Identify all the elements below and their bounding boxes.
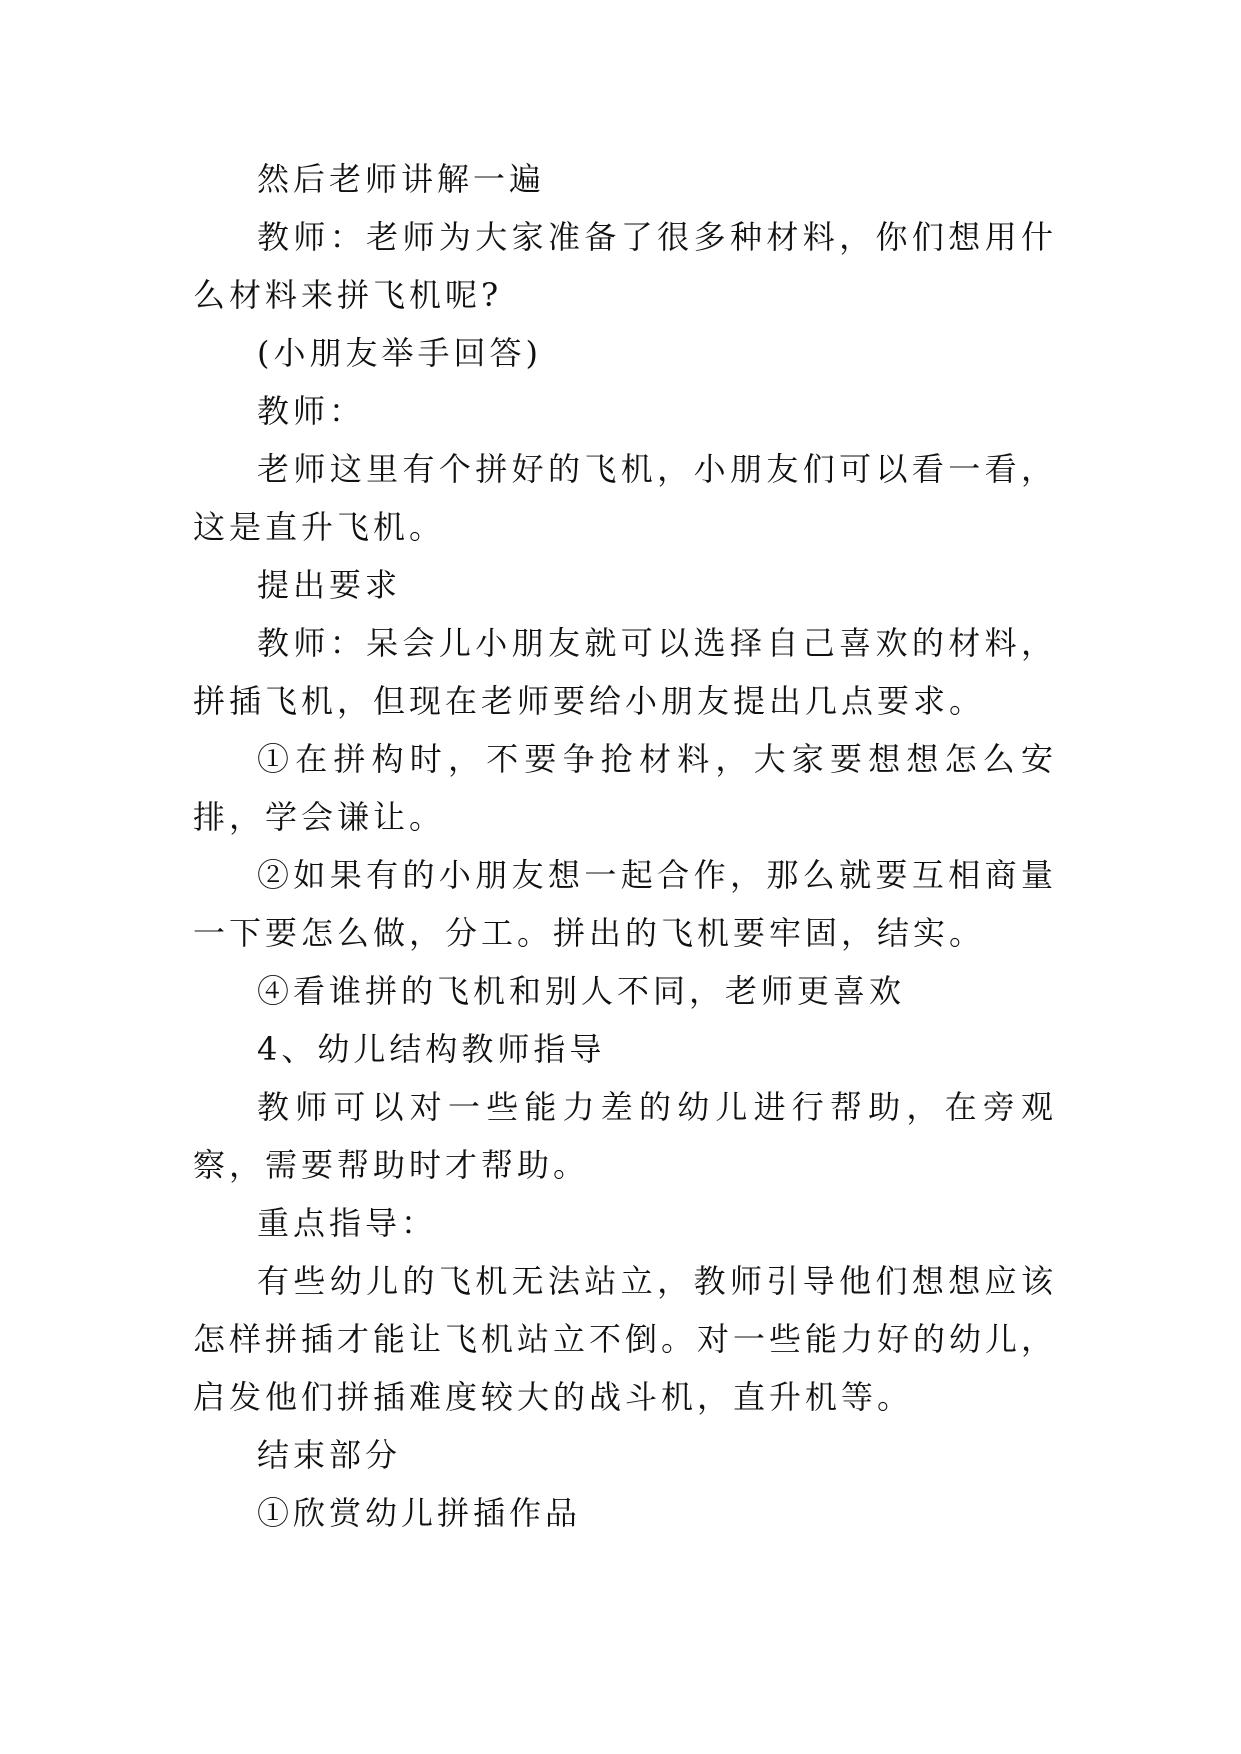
paragraph: 4、幼儿结构教师指导 <box>257 1030 606 1068</box>
paragraph: ②如果有的小朋友想一起合作，那么就要互相商量一下要怎么做，分工。拼出的飞机要牢固，结实。 <box>193 856 1057 952</box>
paragraph: ④看谁拼的飞机和别人不同，老师更喜欢 <box>257 972 906 1010</box>
paragraph: 教师： <box>257 392 366 430</box>
paragraph: ①欣赏幼儿拼插作品 <box>257 1494 582 1532</box>
paragraph: 然后老师讲解一遍 <box>257 160 546 198</box>
paragraph: 提出要求 <box>257 566 402 604</box>
paragraph: 教师可以对一些能力差的幼儿进行帮助，在旁观察，需要帮助时才帮助。 <box>193 1088 1057 1184</box>
paragraph: 教师：呆会儿小朋友就可以选择自己喜欢的材料，拼插飞机，但现在老师要给小朋友提出几点要求。 <box>193 624 1057 720</box>
document-body <box>193 150 1057 1542</box>
paragraph: 重点指导： <box>257 1204 438 1242</box>
paragraph: ①在拼构时，不要争抢材料，大家要想想怎么安排，学会谦让。 <box>193 740 1057 836</box>
paragraph: (小朋友举手回答) <box>257 334 542 372</box>
paragraph: 结束部分 <box>257 1436 402 1474</box>
paragraph: 教师：老师为大家准备了很多种材料，你们想用什么材料来拼飞机呢? <box>193 218 1057 314</box>
paragraph: 老师这里有个拼好的飞机，小朋友们可以看一看，这是直升飞机。 <box>193 450 1057 546</box>
paragraph: 有些幼儿的飞机无法站立，教师引导他们想想应该怎样拼插才能让飞机站立不倒。对一些能力好的幼儿，启发他们拼插难度较大的战斗机，直升机等。 <box>193 1262 1058 1416</box>
